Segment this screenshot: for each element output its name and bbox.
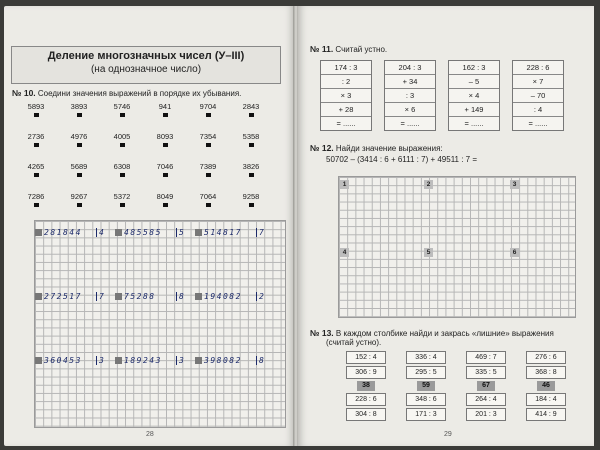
handwritten-divisor: 3 <box>176 356 185 365</box>
number-item[interactable]: 8049 <box>153 192 177 207</box>
expression-cell[interactable]: 295 : 5 <box>406 366 446 379</box>
expression-cell[interactable]: 184 : 4 <box>526 393 566 406</box>
expression-cell[interactable]: 276 : 6 <box>526 351 566 364</box>
result-badge: 59 <box>417 381 435 391</box>
expression-cell[interactable]: 368 : 8 <box>526 366 566 379</box>
number-item[interactable]: 6308 <box>110 162 134 177</box>
expression-cell[interactable]: 335 : 5 <box>466 366 506 379</box>
subtitle: (на однозначное число) <box>90 64 202 75</box>
expression-step: + 34 <box>385 75 435 89</box>
task-13-sub: (считай устно). <box>326 338 382 347</box>
handwritten-divisor: 2 <box>256 292 265 301</box>
expression-cell[interactable]: 201 : 3 <box>466 408 506 421</box>
number-item[interactable]: 4976 <box>67 132 91 147</box>
expression-cell[interactable]: 171 : 3 <box>406 408 446 421</box>
handwritten-dividend: 272517 <box>44 292 82 301</box>
step-label: 4 <box>340 248 349 257</box>
expression-step: 174 : 3 <box>321 61 371 75</box>
handwritten-divisor: 7 <box>96 292 105 301</box>
mental-math-column <box>384 60 436 131</box>
number-item[interactable]: 9267 <box>67 192 91 207</box>
number-item[interactable]: 9704 <box>196 102 220 117</box>
step-label: 6 <box>510 248 519 257</box>
number-item[interactable]: 7389 <box>196 162 220 177</box>
number-item[interactable]: 3893 <box>67 102 91 117</box>
marker-square <box>115 229 122 236</box>
page-number: 28 <box>146 431 154 438</box>
title: Деление многозначных чисел (У–III) <box>47 50 245 62</box>
expression-step: 228 : 6 <box>513 61 563 75</box>
expression-step: + 28 <box>321 103 371 117</box>
number-item[interactable]: 4265 <box>24 162 48 177</box>
number-item[interactable]: 7064 <box>196 192 220 207</box>
marker-square <box>195 229 202 236</box>
number-item[interactable]: 5746 <box>110 102 134 117</box>
expression-cell[interactable]: 348 : 6 <box>406 393 446 406</box>
handwritten-dividend: 189243 <box>124 356 162 365</box>
division-column <box>406 351 446 423</box>
expression-cell[interactable]: 152 : 4 <box>346 351 386 364</box>
handwritten-dividend: 514817 <box>204 228 242 237</box>
handwritten-dividend: 398082 <box>204 356 242 365</box>
mental-math-column <box>448 60 500 131</box>
number-item[interactable]: 4005 <box>110 132 134 147</box>
expression-step: – 5 <box>449 75 499 89</box>
division-column <box>346 351 386 423</box>
handwritten-divisor: 4 <box>96 228 105 237</box>
marker-square <box>115 293 122 300</box>
handwritten-divisor: 5 <box>176 228 185 237</box>
result-badge: 38 <box>357 381 375 391</box>
handwritten-dividend: 75288 <box>124 292 156 301</box>
step-label: 1 <box>340 180 349 189</box>
task-12-expression: 50702 – (3414 : 6 + 6111 : 7) + 49511 : 7 = <box>326 155 478 164</box>
right-page <box>298 6 594 446</box>
expression-step: : 4 <box>513 103 563 117</box>
expression-step: 162 : 3 <box>449 61 499 75</box>
work-grid <box>34 220 286 428</box>
task-12-heading: № 12. Найди значение выражения: <box>310 143 443 153</box>
step-label: 5 <box>424 248 433 257</box>
marker-square <box>35 293 42 300</box>
marker-square <box>35 357 42 364</box>
handwritten-divisor: 3 <box>96 356 105 365</box>
number-item[interactable]: 2843 <box>239 102 263 117</box>
marker-square <box>195 293 202 300</box>
expression-step: : 2 <box>321 75 371 89</box>
expression-step[interactable]: = ...... <box>336 119 356 128</box>
number-item[interactable]: 7354 <box>196 132 220 147</box>
task-text: Соедини значения выражений в порядке их убывания. <box>37 89 242 98</box>
expression-step: – 70 <box>513 89 563 103</box>
expression-step: × 3 <box>321 89 371 103</box>
expression-step[interactable]: = ...... <box>400 119 420 128</box>
number-item[interactable]: 3826 <box>239 162 263 177</box>
number-item[interactable]: 8093 <box>153 132 177 147</box>
number-item[interactable]: 2736 <box>24 132 48 147</box>
handwritten-divisor: 7 <box>256 228 265 237</box>
number-item[interactable]: 5372 <box>110 192 134 207</box>
task-13-heading: № 13. В каждом столбике найди и закрась «лишние» выражения <box>310 328 554 338</box>
page-number: 29 <box>444 431 452 438</box>
step-label: 3 <box>510 180 519 189</box>
task-11-heading: № 11. Считай устно. <box>310 44 388 54</box>
expression-step: × 7 <box>513 75 563 89</box>
expression-step[interactable]: = ...... <box>528 119 548 128</box>
marker-square <box>35 229 42 236</box>
expression-cell[interactable]: 414 : 9 <box>526 408 566 421</box>
handwritten-dividend: 360453 <box>44 356 82 365</box>
expression-step: 204 : 3 <box>385 61 435 75</box>
section-title <box>11 46 281 84</box>
number-item[interactable]: 941 <box>153 102 177 117</box>
division-column <box>526 351 566 423</box>
expression-cell[interactable]: 228 : 6 <box>346 393 386 406</box>
number-item[interactable]: 5689 <box>67 162 91 177</box>
handwritten-divisor: 8 <box>256 356 265 365</box>
number-item[interactable]: 7046 <box>153 162 177 177</box>
task-12-grid <box>338 176 576 318</box>
left-page <box>4 6 294 446</box>
mental-math-column <box>512 60 564 131</box>
handwritten-dividend: 281844 <box>44 228 82 237</box>
handwritten-dividend: 485585 <box>124 228 162 237</box>
mental-math-column <box>320 60 372 131</box>
number-item[interactable]: 5893 <box>24 102 48 117</box>
expression-cell[interactable]: 304 : 8 <box>346 408 386 421</box>
number-item[interactable]: 9258 <box>239 192 263 207</box>
expression-cell[interactable]: 264 : 4 <box>466 393 506 406</box>
step-label: 2 <box>424 180 433 189</box>
expression-step: + 149 <box>449 103 499 117</box>
task-10-heading <box>12 88 241 98</box>
result-badge: 46 <box>537 381 555 391</box>
expression-step: : 3 <box>385 89 435 103</box>
handwritten-dividend: 194082 <box>204 292 242 301</box>
marker-square <box>115 357 122 364</box>
expression-cell[interactable]: 336 : 4 <box>406 351 446 364</box>
expression-cell[interactable]: 469 : 7 <box>466 351 506 364</box>
expression-cell[interactable]: 306 : 9 <box>346 366 386 379</box>
marker-square <box>195 357 202 364</box>
task-number: № 10. <box>12 88 36 98</box>
result-badge: 67 <box>477 381 495 391</box>
number-item[interactable]: 7286 <box>24 192 48 207</box>
expression-step[interactable]: = ...... <box>464 119 484 128</box>
expression-step: × 4 <box>449 89 499 103</box>
division-column <box>466 351 506 423</box>
number-item[interactable]: 5358 <box>239 132 263 147</box>
expression-step: × 6 <box>385 103 435 117</box>
handwritten-divisor: 8 <box>176 292 185 301</box>
